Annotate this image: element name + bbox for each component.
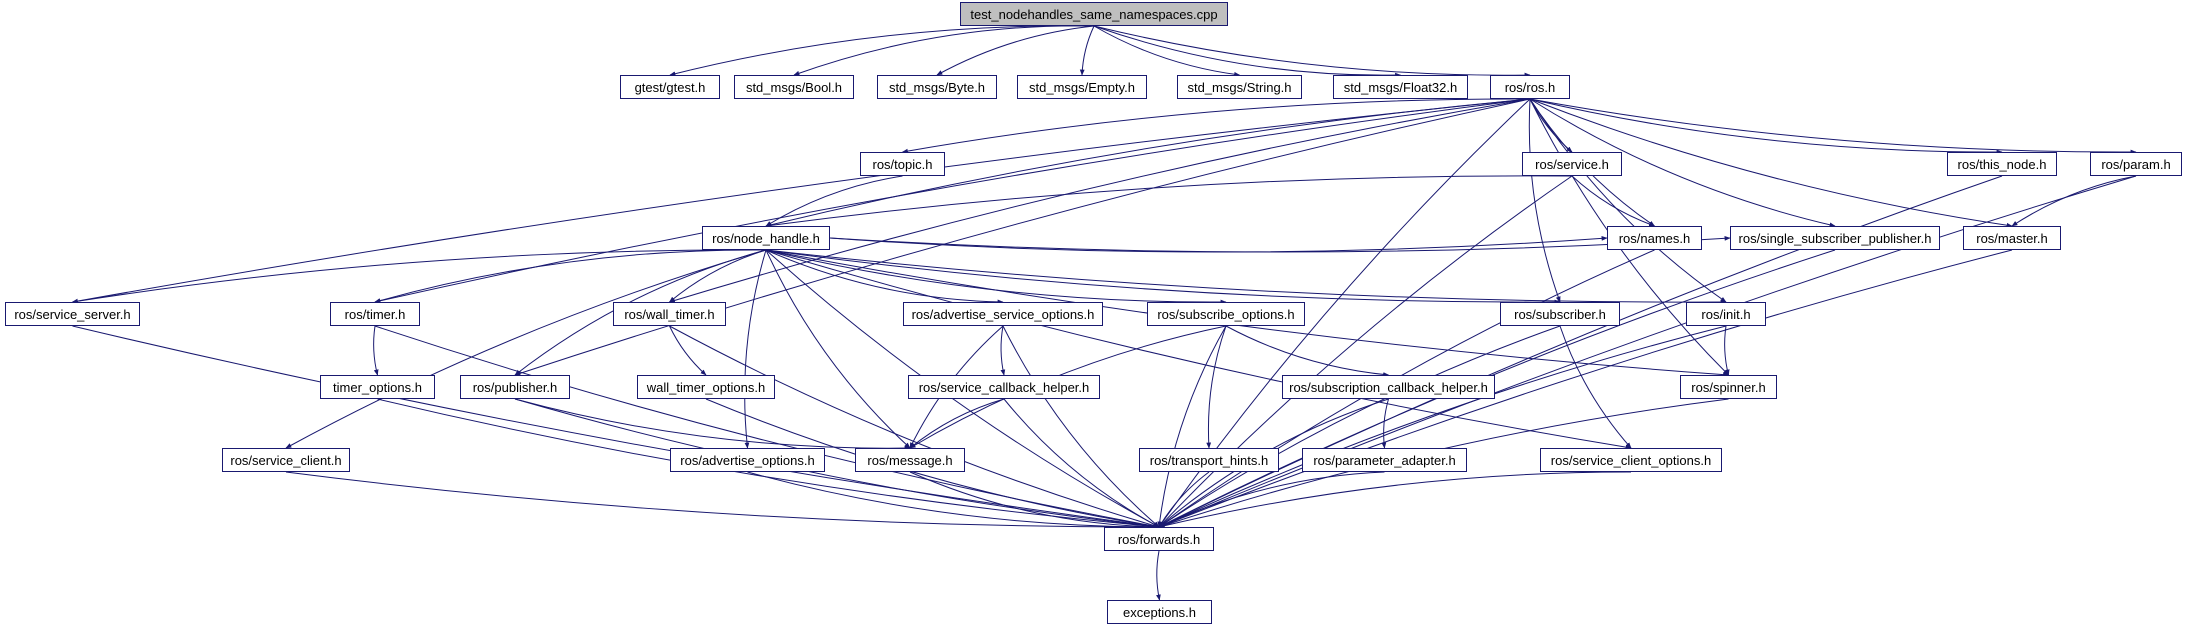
graph-node-exceptions[interactable]: exceptions.h <box>1107 600 1212 624</box>
edge-nodehandle-to-message <box>766 250 910 448</box>
edge-root-to-string <box>1094 26 1240 75</box>
edge-serviceserver-to-forwards <box>73 326 1160 527</box>
edge-adservopts-to-svccbhelper <box>1001 326 1004 375</box>
edge-subscriber-to-forwards <box>1159 326 1560 527</box>
edge-ros-to-serviceserver <box>73 99 1531 302</box>
graph-node-serviceclient[interactable]: ros/service_client.h <box>222 448 350 472</box>
graph-node-string[interactable]: std_msgs/String.h <box>1177 75 1302 99</box>
graph-node-empty[interactable]: std_msgs/Empty.h <box>1017 75 1147 99</box>
graph-node-adopts[interactable]: ros/advertise_options.h <box>670 448 825 472</box>
graph-node-timeropts[interactable]: timer_options.h <box>320 375 435 399</box>
edge-svccbhelper-to-forwards <box>1004 399 1159 527</box>
graph-node-master[interactable]: ros/master.h <box>1963 226 2061 250</box>
edge-nodehandle-to-subopts <box>766 250 1226 302</box>
edge-ros-to-topic <box>903 99 1531 152</box>
edge-nodehandle-to-svcclientopts <box>766 250 1631 448</box>
graph-node-publisher[interactable]: ros/publisher.h <box>460 375 570 399</box>
graph-node-svccbhelper[interactable]: ros/service_callback_helper.h <box>908 375 1100 399</box>
graph-node-ros[interactable]: ros/ros.h <box>1490 75 1570 99</box>
edge-nodehandle-to-subscriber <box>766 250 1560 302</box>
edge-publisher-to-forwards <box>515 399 1159 527</box>
graph-node-subcbhelper[interactable]: ros/subscription_callback_helper.h <box>1282 375 1495 399</box>
graph-node-walltimeropts[interactable]: wall_timer_options.h <box>637 375 775 399</box>
graph-node-message[interactable]: ros/message.h <box>855 448 965 472</box>
edge-root-to-gtest <box>670 26 1094 75</box>
edge-transport-to-forwards <box>1159 472 1209 527</box>
graph-node-init[interactable]: ros/init.h <box>1686 302 1766 326</box>
edge-ros-to-publisher <box>515 99 1530 375</box>
edge-ros-to-service <box>1530 99 1572 152</box>
edge-nodehandle-to-serviceserver <box>73 250 767 302</box>
edge-publisher-to-message <box>515 399 910 448</box>
edge-nodehandle-to-serviceclient <box>286 250 766 448</box>
edge-forwards-to-exceptions <box>1157 551 1160 600</box>
graph-node-svcclientopts[interactable]: ros/service_client_options.h <box>1540 448 1722 472</box>
edge-subopts-to-subcbhelper <box>1226 326 1389 375</box>
edge-ros-to-init <box>1530 99 1726 302</box>
edge-nodehandle-to-adopts <box>745 250 766 448</box>
edge-param-to-master <box>2012 176 2136 226</box>
edge-root-to-empty <box>1082 26 1094 75</box>
graph-node-root[interactable]: test_nodehandles_same_namespaces.cpp <box>960 2 1228 26</box>
graph-node-names[interactable]: ros/names.h <box>1607 226 1702 250</box>
edge-root-to-bool <box>794 26 1094 75</box>
edge-init-to-forwards <box>1159 326 1726 527</box>
edge-service-to-forwards <box>1159 176 1572 527</box>
edge-nodehandle-to-names <box>830 238 1607 252</box>
edge-timer-to-forwards <box>375 326 1159 527</box>
edge-svcclientopts-to-forwards <box>1159 472 1631 527</box>
edge-nodehandle-to-init <box>766 250 1726 302</box>
edge-subopts-to-forwards <box>1159 326 1226 527</box>
graph-node-adservopts[interactable]: ros/advertise_service_options.h <box>903 302 1103 326</box>
graph-node-timer[interactable]: ros/timer.h <box>330 302 420 326</box>
edge-serviceclient-to-forwards <box>286 472 1159 527</box>
graph-node-gtest[interactable]: gtest/gtest.h <box>620 75 720 99</box>
graph-node-serviceserver[interactable]: ros/service_server.h <box>5 302 140 326</box>
graph-node-byte[interactable]: std_msgs/Byte.h <box>877 75 997 99</box>
graph-node-ssp[interactable]: ros/single_subscriber_publisher.h <box>1730 226 1940 250</box>
graph-node-nodehandle[interactable]: ros/node_handle.h <box>702 226 830 250</box>
graph-node-param[interactable]: ros/param.h <box>2090 152 2182 176</box>
edge-subcbhelper-to-paramadapter <box>1384 399 1389 448</box>
edge-root-to-float32 <box>1094 26 1401 75</box>
edge-adservopts-to-forwards <box>1003 326 1159 527</box>
edge-subscriber-to-svcclientopts <box>1560 326 1631 448</box>
graph-node-paramadapter[interactable]: ros/parameter_adapter.h <box>1302 448 1467 472</box>
graph-node-subscriber[interactable]: ros/subscriber.h <box>1500 302 1620 326</box>
edge-adopts-to-forwards <box>748 472 1160 527</box>
edge-ros-to-walltimer <box>670 99 1531 302</box>
graph-node-forwards[interactable]: ros/forwards.h <box>1104 527 1214 551</box>
graph-node-walltimer[interactable]: ros/wall_timer.h <box>613 302 726 326</box>
graph-node-bool[interactable]: std_msgs/Bool.h <box>734 75 854 99</box>
edge-nodehandle-to-ssp <box>830 238 1730 252</box>
edge-walltimer-to-walltimeropts <box>670 326 707 375</box>
graph-node-subopts[interactable]: ros/subscribe_options.h <box>1147 302 1305 326</box>
edge-ros-to-thisnode <box>1530 99 2002 152</box>
graph-node-float32[interactable]: std_msgs/Float32.h <box>1333 75 1468 99</box>
edge-service-to-names <box>1572 176 1655 226</box>
edge-nodehandle-to-walltimer <box>670 250 767 302</box>
edge-service-to-nodehandle <box>766 176 1572 226</box>
graph-node-thisnode[interactable]: ros/this_node.h <box>1947 152 2057 176</box>
edge-ros-to-subscriber <box>1529 99 1560 302</box>
edge-ros-to-param <box>1530 99 2136 152</box>
edge-paramadapter-to-forwards <box>1159 472 1385 527</box>
edge-timer-to-timeropts <box>374 326 378 375</box>
edge-message-to-forwards <box>910 472 1159 527</box>
graph-node-transport[interactable]: ros/transport_hints.h <box>1139 448 1279 472</box>
edge-subopts-to-transport <box>1208 326 1226 448</box>
edge-nodehandle-to-adservopts <box>766 250 1003 302</box>
edge-ros-to-timer <box>375 99 1530 302</box>
edge-init-to-spinner <box>1725 326 1729 375</box>
edge-walltimer-to-forwards <box>670 326 1160 527</box>
edge-topic-to-nodehandle <box>766 176 903 226</box>
edge-root-to-byte <box>937 26 1094 75</box>
graph-node-spinner[interactable]: ros/spinner.h <box>1680 375 1777 399</box>
graph-node-service[interactable]: ros/service.h <box>1522 152 1622 176</box>
edge-nodehandle-to-timer <box>375 250 766 302</box>
graph-node-topic[interactable]: ros/topic.h <box>860 152 945 176</box>
edge-root-to-ros <box>1094 26 1530 75</box>
edge-svccbhelper-to-message <box>910 399 1004 448</box>
